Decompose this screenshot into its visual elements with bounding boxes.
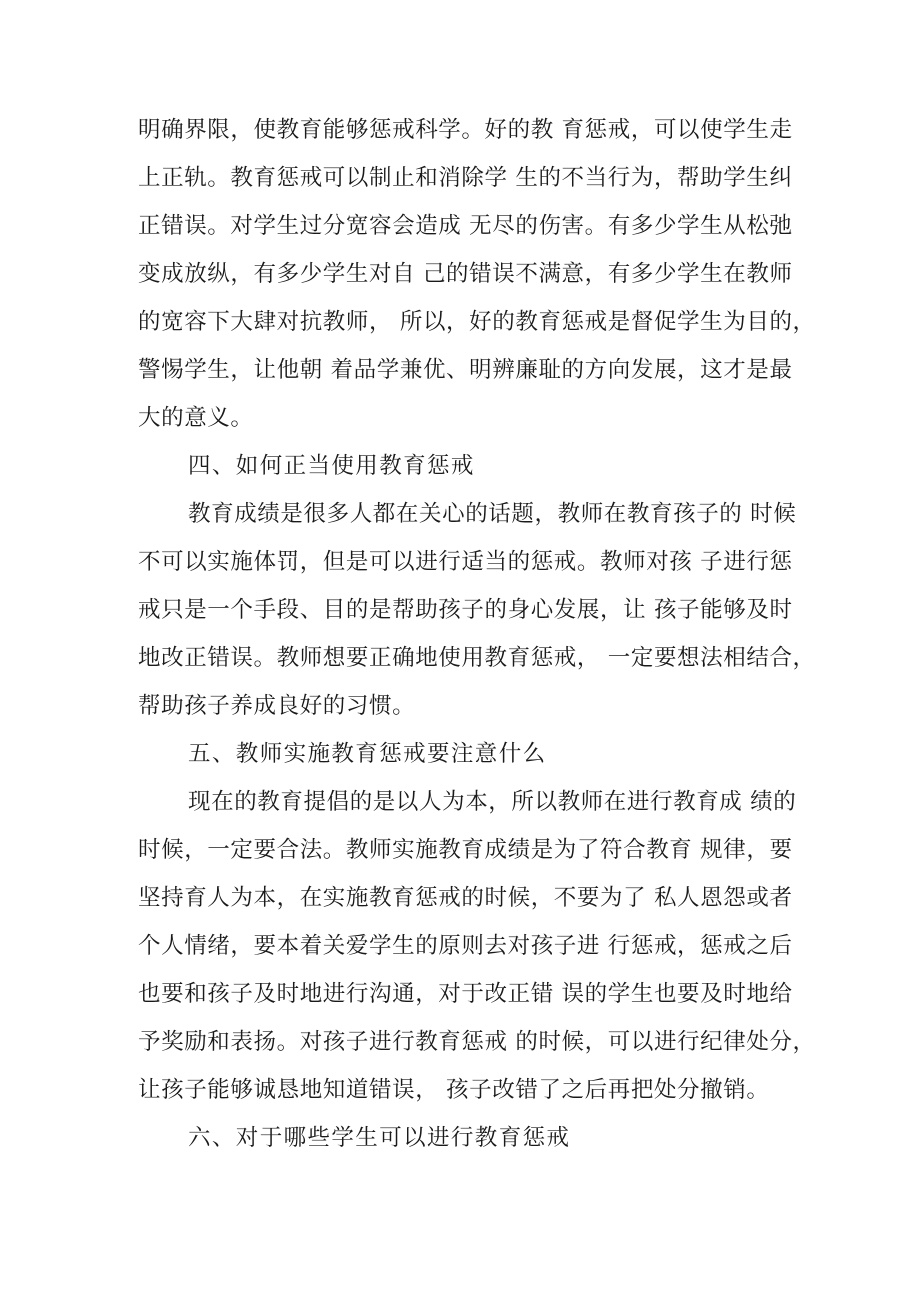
paragraph-line: 时候，一定要合法。教师实施教育成绩是为了符合教育 规律，要 xyxy=(138,837,793,863)
paragraph-line: 大的意义。 xyxy=(138,405,254,431)
paragraph-line: 帮助孩子养成良好的习惯。 xyxy=(138,693,416,719)
paragraph-line: 予奖励和表扬。对孩子进行教育惩戒 的时候，可以进行纪律处分， xyxy=(138,1029,816,1055)
section-heading-4: 四、如何正当使用教育惩戒 xyxy=(188,453,475,479)
paragraph-line: 明确界限，使教育能够惩戒科学。好的教 育惩戒，可以使学生走 xyxy=(138,117,793,143)
paragraph-line: 个人情绪，要本着关爱学生的原则去对孩子进 行惩戒，惩戒之后 xyxy=(138,933,793,959)
paragraph-line: 警惕学生，让他朝 着品学兼优、明辨廉耻的方向发展，这才是最 xyxy=(138,357,793,383)
section-heading-5: 五、教师实施教育惩戒要注意什么 xyxy=(188,741,547,767)
paragraph-line: 上正轨。教育惩戒可以制止和消除学 生的不当行为，帮助学生纠 xyxy=(138,165,793,191)
paragraph-line: 教育成绩是很多人都在关心的话题，教师在教育孩子的 时候 xyxy=(188,501,797,527)
paragraph-line: 也要和孩子及时地进行沟通，对于改正错 误的学生也要及时地给 xyxy=(138,981,793,1007)
paragraph-line: 戒只是一个手段、目的是帮助孩子的身心发展，让 孩子能够及时 xyxy=(138,597,793,623)
paragraph-line: 现在的教育提倡的是以人为本，所以教师在进行教育成 绩的 xyxy=(188,789,797,815)
paragraph-line: 坚持育人为本，在实施教育惩戒的时候，不要为了 私人恩怨或者 xyxy=(138,885,793,911)
paragraph-line: 让孩子能够诚恳地知道错误， 孩子改错了之后再把处分撤销。 xyxy=(138,1077,770,1103)
paragraph-line: 正错误。对学生过分宽容会造成 无尽的伤害。有多少学生从松弛 xyxy=(138,213,793,239)
paragraph-line: 的宽容下大肆对抗教师， 所以，好的教育惩戒是督促学生为目的， xyxy=(138,309,816,335)
paragraph-line: 不可以实施体罚，但是可以进行适当的惩戒。教师对孩 子进行惩 xyxy=(138,549,793,575)
paragraph-line: 地改正错误。教师想要正确地使用教育惩戒， 一定要想法相结合， xyxy=(138,645,816,671)
section-heading-6: 六、对于哪些学生可以进行教育惩戒 xyxy=(188,1125,571,1151)
paragraph-line: 变成放纵，有多少学生对自 己的错误不满意，有多少学生在教师 xyxy=(138,261,793,287)
